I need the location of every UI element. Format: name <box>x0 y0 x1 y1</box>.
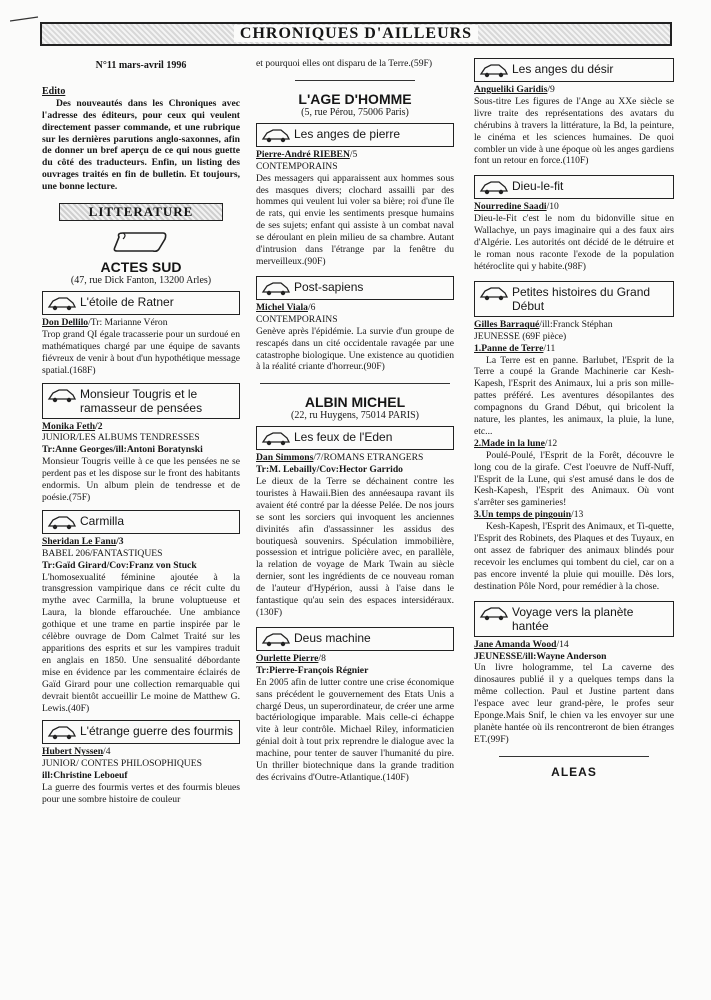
review-title: Carmilla <box>80 513 125 528</box>
review-title-box <box>42 720 240 744</box>
review-title-box <box>42 510 240 534</box>
review-title: Les feux de l'Eden <box>294 430 393 445</box>
review-collection: BABEL 206/FANTASTIQUES <box>42 547 163 559</box>
review-text: En 2005 afin de lutter contre une crise économique sans précédent le gouvernement des Etats Unis a chargé Deus, un superordinateur, de créer une arme bactériologique imparable. Mais celle-ci échappe vite à leur contrôle. Michael Riley, informaticien génial doit à tout prix reprendre le dialogue avec la machine, pour tenter de sauver l'humanité du pire. Un thriller biotechnique dans la grande tradition des écrivains d'Outre-Atlantique.(140F) <box>256 676 454 783</box>
car-icon <box>261 430 291 446</box>
car-icon <box>47 387 77 403</box>
column-1 <box>42 58 240 806</box>
scroll-icon <box>111 231 171 253</box>
review-title: Petites histoires du Grand Début <box>512 284 651 313</box>
review-credits: Tr:M. Lebailly/Cov:Hector Garrido <box>256 464 403 476</box>
column-2 <box>256 58 454 784</box>
header-banner <box>40 22 672 46</box>
review-author: Dan Simmons/7/ROMANS ETRANGERS <box>256 452 424 464</box>
car-icon <box>47 295 77 311</box>
review-title: Dieu-le-fit <box>512 179 564 194</box>
part-heading: 3.Un temps de pingouin/13 <box>474 509 584 521</box>
review-author: Nourredine Saadi/10 <box>474 201 559 213</box>
publisher-name: L'AGE D'HOMME <box>298 90 412 107</box>
page-title: CHRONIQUES D'AILLEURS <box>234 25 478 42</box>
car-icon <box>479 605 509 621</box>
review-text: Kesh-Kapesh, l'Esprit des Animaux, et Ti-quette, l'Esprit des Robinets, des Plaques et des Tuyaux, en ont assez de fabriquer des animaux blindés pour recevoir les enclumes qui tombent du ciel, car on a pas encore inventé la pluie qui mouille. Dès lors, destination Pôle Nord, pour remédier à la chose. <box>474 521 674 592</box>
review-author: Hubert Nyssen/4 <box>42 746 111 758</box>
review-credits: Tr:Pierre-François Régnier <box>256 664 369 676</box>
edito-heading: Edito <box>42 85 66 97</box>
review-author: Sheridan Le Fanu/3 <box>42 535 124 547</box>
publisher-address: (5, rue Pérou, 75006 Paris) <box>301 106 409 118</box>
review-text: Le dieux de la Terre se déchainent contre les touristes à Hawaii.Bien des annéesaupa ravant ils avaient été contré par la déesse Pelée. De nos jours se sont les sorciers qui invoquent les anciennes divinités afin d'assassinner les assidus des boutiquesà souvenirs. Spéculation immobilière, possession et intrigue policière avec, en parallèle, la relation de voyage de Mark Twain au siècle dernier, sont les ingrédients de ce nouveau roman de l'auteur d'Hypérion, aussi à l'aise dans le fantastique qu'au sein des espaces intersidéraux.(130F) <box>256 476 454 618</box>
review-title-box <box>474 58 674 82</box>
next-section-heading: ALEAS <box>551 764 597 779</box>
publisher-name: ALBIN MICHEL <box>304 394 406 411</box>
review-author: Jane Amanda Wood/14 <box>474 638 569 650</box>
review-author: Pierre-André RIEBEN/5 <box>256 148 358 160</box>
issue-label: N°11 mars-avril 1996 <box>95 60 187 71</box>
review-text: Dieu-le-Fit c'est le nom du bidonville situe en Wallachye, un pays imaginaire qui a des faux airs d'Algérie. Les autorités ont décidé de le détruire et le roman nous raconte l'exode de la population hétéroclite qui y habite.(98F) <box>474 213 674 272</box>
car-icon <box>47 724 77 740</box>
review-title-box <box>256 123 454 147</box>
review-collection: CONTEMPORAINS <box>256 160 338 172</box>
review-text: L'homosexualité féminine ajoutée à la transgression vampirique dans ce récit culte du mythe avec Carmilla, la brune voluptueuse et Laura, la blonde effarouchée. Une ambiance gothique et une trame en partie inspirée par le célèbre ouvrage de Dom Calmet Traité sur les apparitions des esprits et sur les vampires traduit en anglais en 1850. Une sensualité débordante mise en évidence par les commentaire éclairés de Gaïd Girard pour une collection remarquable qui devrait bientôt accueillir Le moine de Matthew G. Lewis.(40F) <box>42 571 240 714</box>
review-title-box <box>474 601 674 637</box>
car-icon <box>479 285 509 301</box>
review-title: Les anges de pierre <box>294 126 401 141</box>
review-title: Deus machine <box>294 630 371 645</box>
part-heading: 1.Panne de Terre/11 <box>474 342 556 354</box>
review-author: Michel Viala/6 <box>256 301 316 313</box>
car-icon <box>47 514 77 530</box>
pen-mark-icon <box>10 16 40 22</box>
review-collection: JUNIOR/LES ALBUMS TENDRESSES <box>42 432 200 444</box>
review-title-box <box>256 426 454 450</box>
car-icon <box>479 62 509 78</box>
review-collection: JEUNESSE (69F pièce) <box>474 330 567 342</box>
review-title: L'étoile de Ratner <box>80 294 174 309</box>
review-title: Les anges du désir <box>512 62 614 76</box>
publisher-address: (47, rue Dick Fanton, 13200 Arles) <box>70 275 212 287</box>
review-text: Poulé-Poulé, l'Esprit de la Forêt, découvre le long cou de la girafe. C'est l'oeuvre de Nuff-Nuff, l'Esprit de la Lune, qui s'est amusé dans le dos de Kesh-Kapesh, l'Esprit des Animaux. Où vont s'arrêter ses gamineries! <box>474 449 674 509</box>
review-title: Monsieur Tougris et le ramasseur de pensées <box>80 386 203 415</box>
review-text: Des messagers qui apparaissent aux hommes sous des masques divers; clochard assailli par des hommes qui veulent lui voler sa bière; roi d'une île de rats, qui envie les sentiments presque humains de ses sujets; enfant qui assiste à un combat naval se déroulant en plein milieu de sa chambre. Autant d'intrusion dans l'étrange par la fenêtre du merveilleux.(90F) <box>256 172 454 267</box>
review-text: Un livre hologramme, tel La caverne des dinosaures publié il y a quelques temps dans la même collection. Paul et Justine partent dans l'espace avec leur grand-père, le profes seur Eponge.Mais Snif, le chien va les envoyer sur une planète hantée où ils rencontreront de bien étranges ET.(99F) <box>474 662 674 745</box>
review-title-box <box>474 281 674 317</box>
car-icon <box>261 631 291 647</box>
review-title-box <box>42 383 240 419</box>
review-collection: CONTEMPORAINS <box>256 313 338 325</box>
review-author: Angueliki Garidis/9 <box>474 84 555 95</box>
review-credits: ill:Christine Leboeuf <box>42 770 128 782</box>
column-3 <box>474 58 674 779</box>
review-title: Voyage vers la planète hantée <box>512 604 634 633</box>
divider <box>295 80 415 81</box>
review-text: La Terre est en panne. Barlubet, l'Esprit de la Terre a coupé la Grande Machinerie car Kesh-Kapesh, l'Esprit des Animaux, lui a pris son mille-pattes préféré. Les aventures désopilantes des compagnons du Grand Début, qui bricolent la nature, les plantes, les animaux, la pluie, la lune, etc... <box>474 354 674 437</box>
section-banner: LITTERATURE <box>59 203 223 221</box>
review-text: Monsieur Tougris veille à ce que les pensées ne se perdent pas et les dispose sur le front des habitants endormis. Un album plein de tendresse et de poésie.(75F) <box>42 456 240 503</box>
review-author: Gilles Barraqué/ill:Franck Stéphan <box>474 318 613 330</box>
review-credits: JEUNESSE/ill:Wayne Anderson <box>474 650 607 662</box>
review-text: Trop grand QI égale tracasserie pour un surdoué en mathématiques chargé par une équipe de savants fiévreux de venir à bout d'un hypothétique message spatial.(168F) <box>42 328 240 376</box>
review-collection: JUNIOR/ CONTES PHILOSOPHIQUES <box>42 758 202 770</box>
review-text: Genève après l'épidémie. La survie d'un groupe de rescapés dans un cité occidentale ravagée par une catastrophe biologique. Une existence au quotidien à la réalité criante d'horreur.(90F) <box>256 325 454 373</box>
review-title-box <box>474 175 674 199</box>
publisher-address: (22, ru Huygens, 75014 PARIS) <box>291 410 419 422</box>
divider <box>499 756 649 757</box>
review-text: Sous-titre Les figures de l'Ange au XXe siècle se livre traite des représentations des avatars du chérubins à travers la littérature, la Bd, la peinture, le cinéma et les sciences humaines. De quoi combler un vide à une époque où les anges gardiens font un retour en force.(110F) <box>474 95 674 167</box>
review-author: Don Dellilo/Tr: Marianne Véron <box>42 316 168 328</box>
edito-text: Des nouveautés dans les Chroniques avec l'adresse des éditeurs, pour ceux qui veulent directement passer commande, et une rubrique sur les dernières parutions anglo-saxonnes, afin de donner un bref aperçu de ce qui nous guette du côté des traducteurs. Enfin, un listing des ouvrages traités en fin de bulletin. Et toujours, une bonne lecture. <box>42 97 240 193</box>
car-icon <box>261 280 291 296</box>
review-title-box <box>42 291 240 315</box>
review-text: La guerre des fourmis vertes et des fourmis bleues pour une sombre histoire de couleur <box>42 782 240 806</box>
review-credits: Tr:Anne Georges/ill:Antoni Boratynski <box>42 444 203 456</box>
publisher-name: ACTES SUD <box>100 259 182 276</box>
review-author: Ourlette Pierre/8 <box>256 652 326 664</box>
review-title-box <box>256 627 454 651</box>
review-title: Post-sapiens <box>294 279 364 294</box>
car-icon <box>261 127 291 143</box>
review-title: L'étrange guerre des fourmis <box>80 724 234 739</box>
review-title-box <box>256 276 454 300</box>
part-heading: 2.Made in la lune/12 <box>474 437 558 449</box>
car-icon <box>479 179 509 195</box>
review-author: Monika Feth/2 <box>42 420 103 432</box>
review-text-continued: et pourquoi elles ont disparu de la Terre.(59F) <box>256 58 433 69</box>
review-credits: Tr:Gaïd Girard/Cov:Franz von Stuck <box>42 559 197 571</box>
divider <box>260 383 450 384</box>
